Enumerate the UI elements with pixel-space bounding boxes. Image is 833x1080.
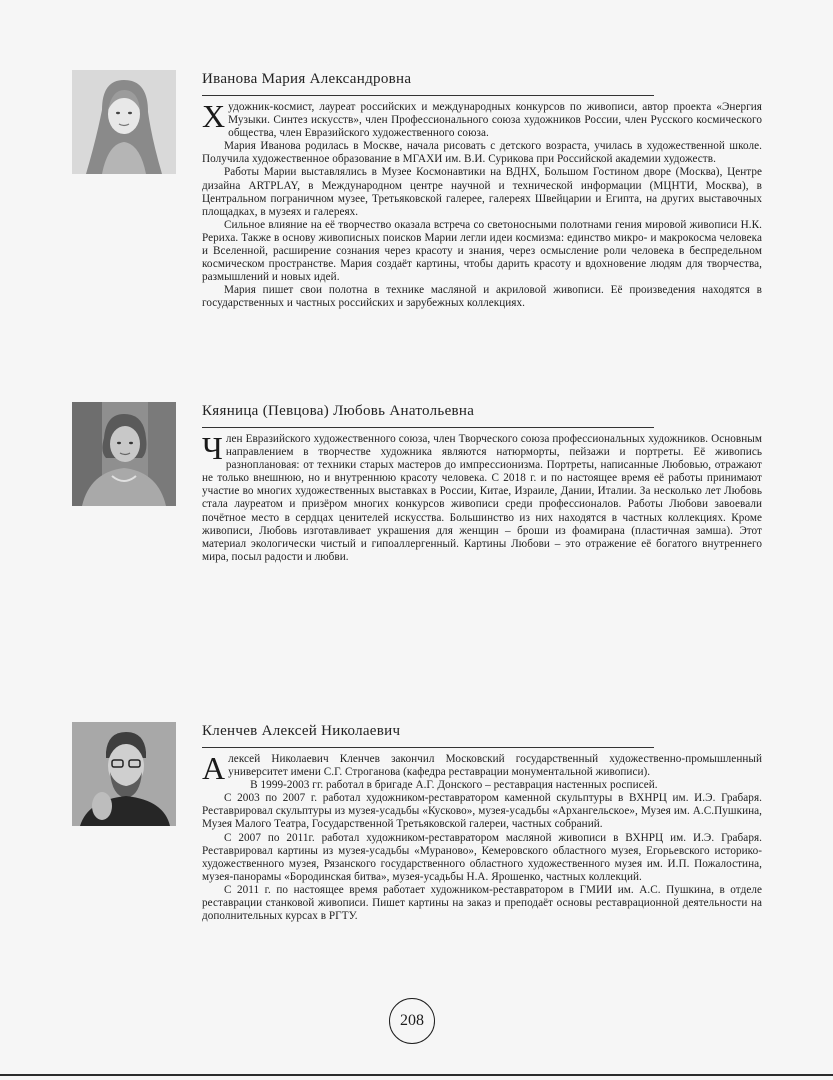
name-divider	[202, 95, 654, 96]
bio-paragraph: Сильное влияние на её творчество оказала встреча со светоносными полотнами гения мировой живописи Н.К. Рериха. Также в основу живописных поисков Марии легли идеи космизма: единство микро- и макрокосма человека и Вселенной, расширение сознания через красоту и знания, через осмысление роли человека в беспредельном космическом пространстве. Мария создаёт картины, чтобы дарить красоту и вдохновение людям для творчества, размышлений и новых идей.	[202, 218, 762, 284]
bio-paragraph: Работы Марии выставлялись в Музее Космонавтики на ВДНХ, Большом Гостином дворе (Москва), Центре дизайна ARTPLAY, в Международном центре научной и технической информации (МЦНТИ, Москва), в Центральном пограничном музее, Третьяковской галерее, галереях Швейцарии и Египта, на других выставочных площадках, в музеях и галереях.	[202, 166, 762, 218]
bio-paragraph: Алексей Николаевич Кленчев закончил Московский государственный художественно-промышленный университет имени С.Г. Строганова (кафедра реставрации монументальной живописи).	[202, 750, 762, 786]
bio-paragraph: Мария Иванова родилась в Москве, начала рисовать с детского возраста, училась в художественной школе. Получила художественное образование в МГАХИ им. В.И. Сурикова при Российской академии художеств.	[202, 140, 762, 166]
bio-paragraph: Член Евразийского художественного союза, член Творческого союза профессиональных художников. Основным направлением в творчестве художника являются натюрморты, пейзажи и портреты. Её живопись разноплановая: от техники старых мастеров до импрессионизма. Портреты, написанные Любовью, отражают не только внешнюю, но и внутреннюю красоту человека. С 2018 г. и по настоящее время её работы принимают участие во многих художественных выставках в России, Китае, Израиле, Дании, Италии. За несколько лет Любовь стала лауреатом и призёром многих конкурсов живописи среди профессионалов. Работы Любови завоевали почётное место в сердцах ценителей искусства. Большинство из них находятся в частных коллекциях. Кроме живописи, Любовь изготавливает украшения для женщин – броши из фоамирана (пластичная замша). Этот материал экологически чистый и гипоаллергенный. Картины Любови – это отражение её богатого внутреннего мира, посыл радости и любви.	[202, 430, 762, 563]
drop-cap: А	[202, 750, 226, 786]
entry-content	[202, 722, 762, 923]
artist-bio	[202, 430, 762, 564]
portrait-man-icon	[72, 722, 176, 826]
bottom-border	[0, 1074, 833, 1076]
bio-paragraph: С 2007 по 2011г. работал художником-реставратором масляной живописи в ВХНРЦ им. И.Э. Грабаря. Реставрировал картины из музея-усадьбы «Мураново», Кемеровского областного музея, Егорьевского историко-художественного музея, Рязанского государственного областного художественного музея им. И.П. Пожалостина, музея-панорамы «Бородинская битва», музея-усадьбы Н.А. Ярошенко, частных коллекций.	[202, 831, 762, 883]
drop-cap: Ч	[202, 430, 223, 466]
entry-content	[202, 402, 762, 564]
artist-bio	[202, 98, 762, 311]
portrait-photo-kyanitsa	[72, 402, 176, 506]
bio-paragraph: В 1999-2003 гг. работал в бригаде А.Г. Донского – реставрация настенных росписей.	[250, 779, 658, 792]
artist-bio	[202, 750, 762, 923]
artist-name: Кленчев Алексей Николаевич	[202, 723, 401, 739]
portrait-woman-icon	[72, 402, 176, 506]
entry-content	[202, 70, 762, 311]
bio-paragraph: Художник-космист, лауреат российских и международных конкурсов по живописи, автор проекта «Энергия Музыки. Синтез искусств», член Профессионального союза художников России, член Русского космического общества, член Евразийского художественного союза.	[202, 98, 762, 140]
portrait-photo-klenchev	[72, 722, 176, 826]
drop-cap: Х	[202, 98, 226, 134]
portrait-woman-icon	[72, 70, 176, 174]
page-number: 208	[389, 998, 435, 1044]
artist-name: Иванова Мария Александровна	[202, 71, 412, 87]
bio-paragraph: Мария пишет свои полотна в технике масляной и акриловой живописи. Её произведения находятся в государственных и частных российских и зарубежных коллекциях.	[202, 284, 762, 310]
name-divider	[202, 427, 654, 428]
bio-paragraph: С 2003 по 2007 г. работал художником-реставратором каменной скульптуры в ВХНРЦ им. И.Э. Грабаря. Реставрировал скульптуры из музея-усадьбы «Кусково», музея-усадьбы «Архангельское», Музея им. А.С.Пушкина, Музея Малого Театра, Государственной Третьяковской галереи, частных собраний.	[202, 792, 762, 831]
artist-name: Кяяница (Певцова) Любовь Анатольевна	[202, 403, 475, 419]
portrait-photo-ivanova	[72, 70, 176, 174]
bio-paragraph: С 2011 г. по настоящее время работает художником-реставратором в ГМИИ им. А.С. Пушкина, в отделе реставрации станковой живописи. Пишет картины на заказ и преподаёт основы реставрационной деятельности на дополнительных курсах в РГТУ.	[202, 883, 762, 923]
name-divider	[202, 747, 654, 748]
